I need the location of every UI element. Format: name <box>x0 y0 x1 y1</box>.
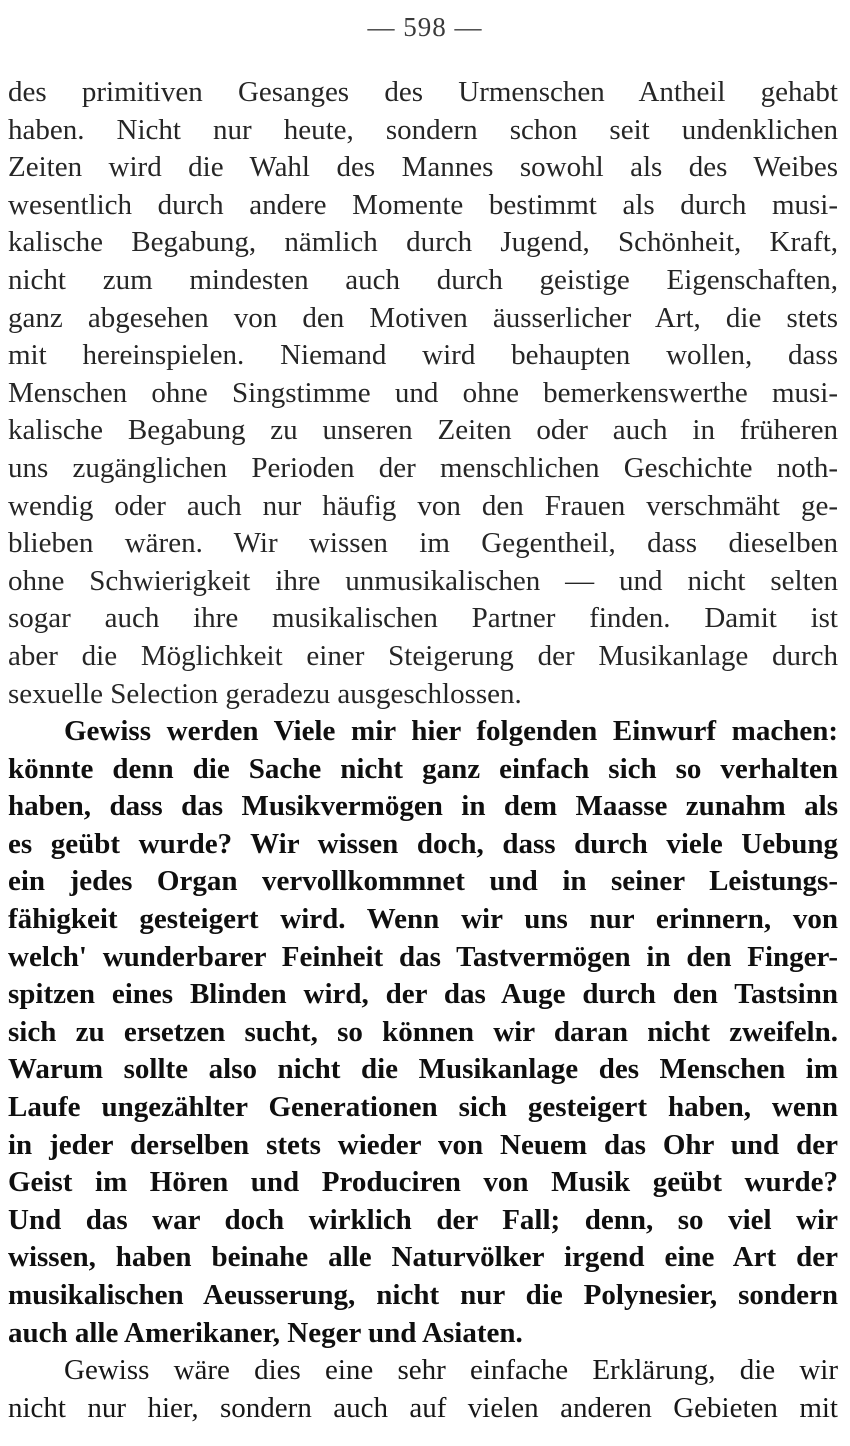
text-line: Geist im Hören und Produciren von Musik geübt wurde? <box>8 1166 838 1199</box>
text-line: musikalischen Aeusserung, nicht nur die Polynesier, sondern <box>8 1279 838 1311</box>
text-line: sich zu ersetzen sucht, so können wir daran nicht zweifeln. <box>8 1015 838 1048</box>
text-line: Gewiss werden Viele mir hier folgenden Einwurf machen: <box>64 715 838 748</box>
text-line: kalische Begabung, nämlich durch Jugend, Schönheit, Kraft, <box>8 226 838 259</box>
text-line: welch' wunderbarer Feinheit das Tastvermögen in den Finger- <box>8 940 838 973</box>
text-line: nicht nur hier, sondern auch auf vielen anderen Gebieten mit <box>8 1391 838 1424</box>
text-line: Und das war doch wirklich der Fall; denn, so viel wir <box>8 1203 838 1236</box>
page-number: — 598 — <box>367 12 483 42</box>
text-line: kalische Begabung zu unseren Zeiten oder auch in früheren <box>8 414 838 447</box>
paragraph-2 <box>8 713 838 1352</box>
text-line: uns zugänglichen Perioden der menschlichen Geschichte noth- <box>8 451 838 484</box>
text-line: es geübt wurde? Wir wissen doch, dass durch viele Uebung <box>8 827 838 860</box>
text-line: haben. Nicht nur heute, sondern schon seit undenklichen <box>8 113 838 146</box>
text-line: des primitiven Gesanges des Urmenschen Antheil gehabt <box>8 76 838 108</box>
text-line: auch alle Amerikaner, Neger und Asiaten. <box>8 1316 523 1349</box>
text-line: aber die Möglichkeit einer Steigerung der Musikanlage durch <box>8 639 838 672</box>
text-line: nicht zum mindesten auch durch geistige Eigenschaften, <box>8 263 838 296</box>
text-line: wesentlich durch andere Momente bestimmt als durch musi- <box>8 188 838 221</box>
text-line: könnte denn die Sache nicht ganz einfach sich so verhalten <box>8 752 838 785</box>
text-line: ein jedes Organ vervollkommnet und in seiner Leistungs- <box>8 865 838 898</box>
text-line: ganz abgesehen von den Motiven äusserlicher Art, die stets <box>8 301 838 334</box>
text-line: fähigkeit gesteigert wird. Wenn wir uns nur erinnern, von <box>8 903 838 936</box>
body-text <box>8 74 838 1427</box>
text-line: Gewiss wäre dies eine sehr einfache Erklärung, die wir <box>64 1354 838 1387</box>
text-line: spitzen eines Blinden wird, der das Auge durch den Tastsinn <box>8 978 838 1011</box>
text-line: in jeder derselben stets wieder von Neuem das Ohr und der <box>8 1128 838 1161</box>
text-line: sogar auch ihre musikalischen Partner finden. Damit ist <box>8 602 838 635</box>
text-line: blieben wären. Wir wissen im Gegentheil, dass dieselben <box>8 527 838 560</box>
text-line: Menschen ohne Singstimme und ohne bemerkenswerthe musi- <box>8 376 838 409</box>
text-line: wissen, haben beinahe alle Naturvölker irgend eine Art der <box>8 1241 838 1274</box>
text-line: Laufe ungezählter Generationen sich gesteigert haben, wenn <box>8 1091 838 1124</box>
text-line: ohne Schwierigkeit ihre unmusikalischen — und nicht selten <box>8 564 838 597</box>
text-line: mit hereinspielen. Niemand wird behaupten wollen, dass <box>8 339 838 372</box>
text-line: Warum sollte also nicht die Musikanlage des Menschen im <box>8 1053 838 1086</box>
paragraph-3 <box>8 1352 838 1427</box>
text-line: Zeiten wird die Wahl des Mannes sowohl als des Weibes <box>8 151 838 184</box>
text-line: wendig oder auch nur häufig von den Frauen verschmäht ge- <box>8 489 838 522</box>
text-line: haben, dass das Musikvermögen in dem Maasse zunahm als <box>8 790 838 823</box>
paragraph-1 <box>8 74 838 713</box>
text-line: sexuelle Selection geradezu ausgeschlossen. <box>8 677 522 710</box>
